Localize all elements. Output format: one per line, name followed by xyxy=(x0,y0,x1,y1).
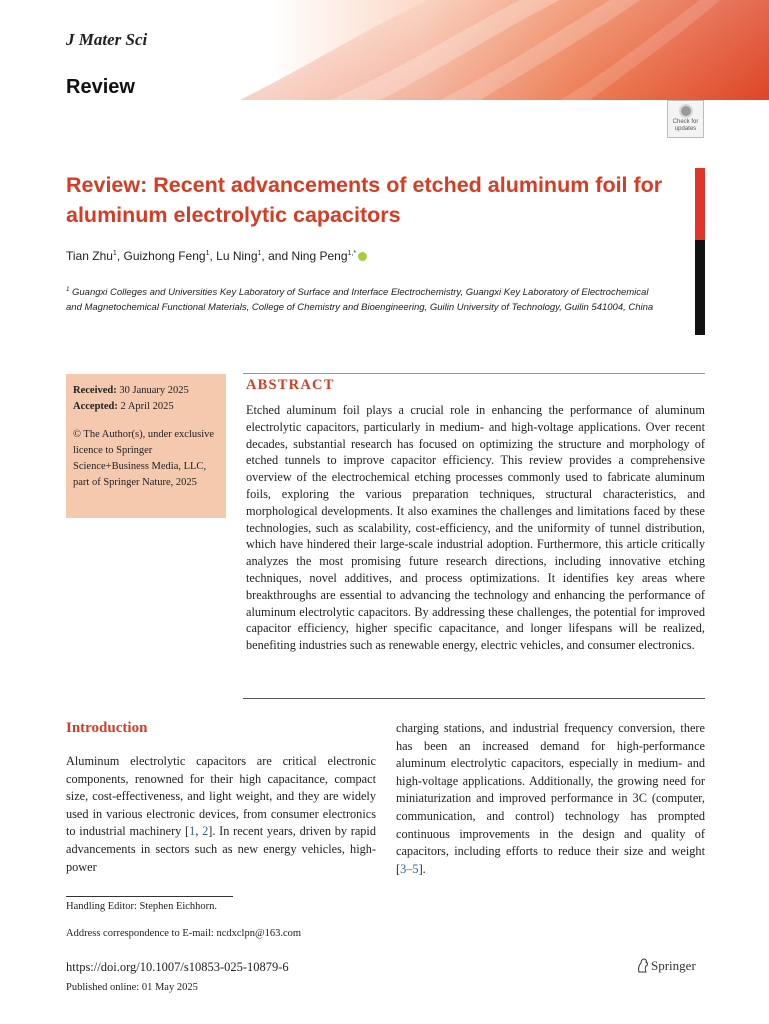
orcid-icon[interactable] xyxy=(358,252,367,261)
springer-horse-icon xyxy=(636,958,649,973)
author-name: Tian Zhu xyxy=(66,249,113,263)
journal-name: J Mater Sci xyxy=(66,30,148,49)
author-list xyxy=(66,249,367,263)
citation-link[interactable]: 2 xyxy=(202,824,209,839)
citation-link[interactable]: 1 xyxy=(189,824,196,839)
received-date: Received: 30 January 2025 xyxy=(73,385,189,396)
introduction-paragraph: Aluminum electrolytic capacitors are critical electronic components, renowned for their high capacitance, compact size, cost-effectiveness, and light weight, and they are widely used in various electronic devices, from consumer electronics to industrial machinery xyxy=(66,754,376,839)
article-history-box xyxy=(66,374,226,518)
author-separator: , and xyxy=(261,249,292,263)
crossmark-icon xyxy=(679,104,693,118)
footnote-rule xyxy=(66,896,233,897)
accepted-date: Accepted: 2 April 2025 xyxy=(73,401,174,412)
correspondence-email: Address correspondence to E-mail: ncdxclpn@163.com xyxy=(66,928,302,939)
author-affiliation-mark: 1 xyxy=(257,250,262,257)
citation-bracket: ] xyxy=(418,861,423,876)
abstract-top-rule xyxy=(243,373,705,374)
affiliation-mark: 1 xyxy=(66,287,70,293)
citation-bracket: ] xyxy=(208,824,213,839)
article-title: Review: Recent advancements of etched aluminum foil for aluminum electrolytic capacitors xyxy=(66,173,663,227)
author-affiliation-mark: 1 xyxy=(205,250,210,257)
citation-bracket: [ xyxy=(185,824,190,839)
author-name: Guizhong Feng xyxy=(123,249,206,263)
abstract-heading: ABSTRACT xyxy=(246,377,335,393)
side-accent-bar-red xyxy=(695,168,705,240)
affiliation-text: Guangxi Colleges and Universities Key Laboratory of Surface and Interface Electrochemistry, Guangxi Key Laboratory of Electrochemical and Magnetochemical Functional Materials, College of Chemistry and Bioengineering, Guilin University of Technology, Guilin 541004, China xyxy=(66,287,654,314)
citation-bracket: [ xyxy=(396,861,401,876)
citation-separator: , xyxy=(195,824,203,839)
introduction-column-2 xyxy=(396,720,705,878)
abstract-bottom-rule xyxy=(243,698,705,699)
affiliation xyxy=(66,283,666,315)
publisher-logo xyxy=(636,958,696,974)
published-date: Published online: 01 May 2025 xyxy=(66,982,198,993)
introduction-paragraph: charging stations, and industrial frequency conversion, there has been an increased demand for high-performance aluminum electrolytic capacitors, especially in medium- and high-voltage applications. Additionally, the growing need for miniaturization and improved performance in 3C (computer, communication, and control) technology has prompted continuous improvements in the design and quality of capacitors, including efforts to reduce their size and weight xyxy=(396,721,705,859)
copyright-notice: © The Author(s), under exclusive licence to Springer Science+Business Media, LLC, part of Springer Nature, 2025 xyxy=(73,429,215,488)
author-separator: , xyxy=(116,249,124,263)
introduction-paragraph: . In recent years, driven by rapid advancements in sectors such as new energy vehicles, high-power xyxy=(66,824,376,874)
introduction-heading: Introduction xyxy=(66,720,148,736)
side-accent-bar-black xyxy=(695,240,705,335)
introduction-column-1 xyxy=(66,753,376,876)
doi-link[interactable]: https://doi.org/10.1007/s10853-025-10879-6 xyxy=(66,960,289,974)
citation-link[interactable]: 3–5 xyxy=(400,861,419,876)
sentence-end: . xyxy=(422,861,426,876)
author-name: Ning Peng xyxy=(291,249,348,263)
check-updates-line-2: updates xyxy=(674,126,697,132)
author-name: Lu Ning xyxy=(216,249,258,263)
abstract-text: Etched aluminum foil plays a crucial role in enhancing the performance of aluminum electrolytic capacitors, particularly in medium- and high-voltage applications. Over recent decades, substantial research has focused on optimizing the structure and morphology of etched tunnels to improve capacitor efficiency. This review provides a comprehensive overview of the electrochemical etching processes commonly used to fabricate aluminum foils, exploring the various preparation techniques, structural characteristics, and morphological developments. It also examines the challenges and limitations faced by these technologies, such as scalability, cost-efficiency, and the uniformity of tunnel distribution, which have hindered their large-scale industrial adoption. Furthermore, this article critically analyzes the most promising future research directions, including innovative etching techniques, novel additives, and process optimizations. It identifies key areas where breakthroughs are essential to advancing the technology and enhancing the performance of aluminum electrolytic capacitors. By addressing these challenges, the potential for improved capacitor efficiency, higher specific capacitance, and longer lifespans will be realized, benefiting industries such as renewable energy, electric vehicles, and consumer electronics. xyxy=(246,403,705,653)
author-affiliation-mark: 1,* xyxy=(347,250,357,257)
publisher-name: Springer xyxy=(651,958,696,973)
section-label: Review xyxy=(66,76,135,98)
author-affiliation-mark: 1 xyxy=(112,250,117,257)
check-for-updates-button[interactable] xyxy=(667,100,704,138)
author-separator: , xyxy=(209,249,217,263)
handling-editor: Handling Editor: Stephen Eichhorn. xyxy=(66,901,218,912)
check-updates-line-1: Check for xyxy=(672,119,699,125)
